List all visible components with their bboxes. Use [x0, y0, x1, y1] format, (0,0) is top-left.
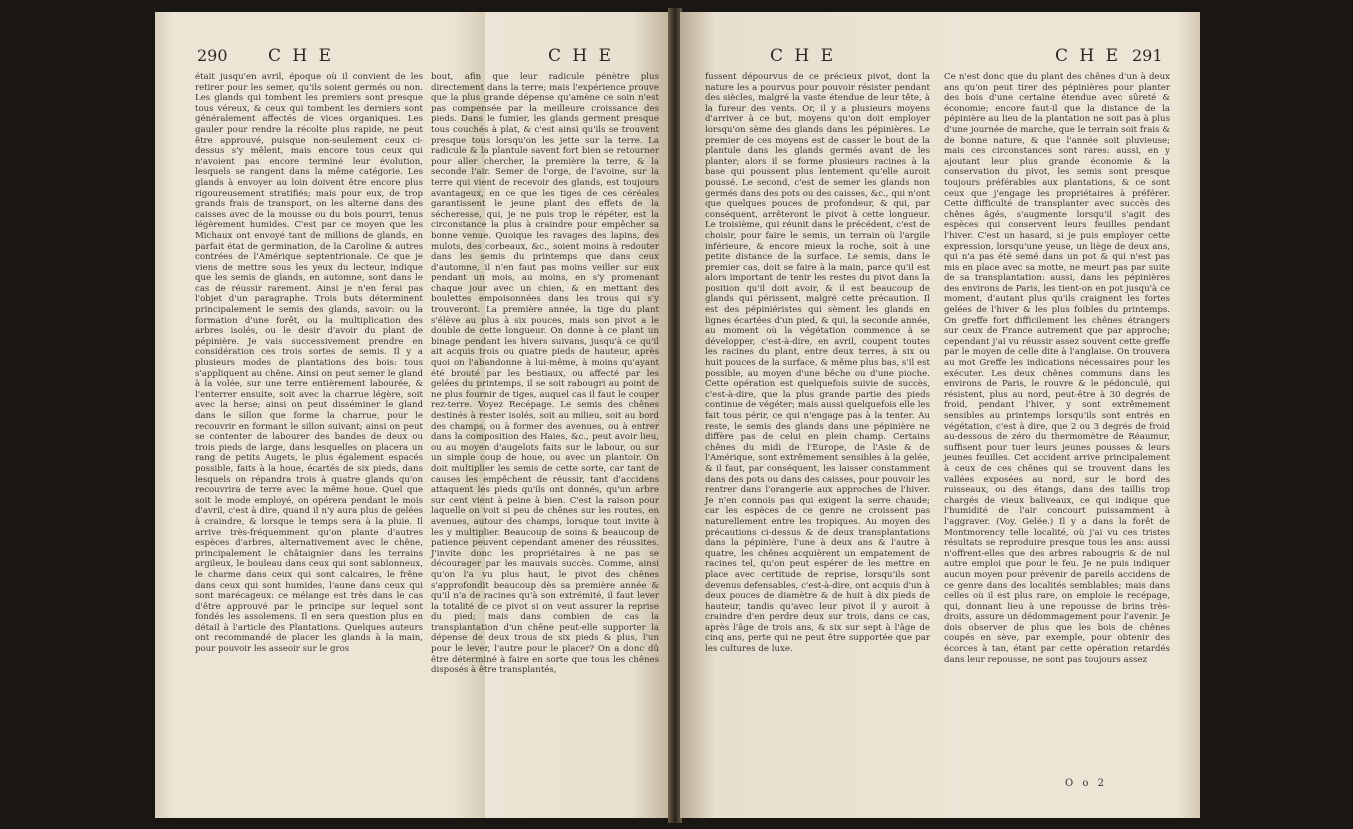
left-page-number: 290	[197, 46, 228, 65]
right-page-column-2: Ce n'est donc que du plant des chênes d'un à deux ans qu'on peut tirer des pépinières pour planter des bois d'une certaine étendue avec sûreté & économie; encore faut-il que la distance de la pépinière au lieu de la plantation ne soit pas à plus d'une journée de marche, que le terrain soit frais & de bonne nature, & que l'année soit pluvieuse; mais ces circonstances sont rares: aussi, en y ajoutant leur plus grande économie & la conservation du pivot, les semis sont presque toujours préférables aux plantations, & ce sont ceux que j'engage les propriétaires à préférer. Cette difficulté de transplanter avec succès des chênes âgés, s'augmente lorsqu'il s'agit des espèces qui conservent leurs feuilles pendant l'hiver. C'est un hasard, si je puis employer cette expression, lorsqu'une yeuse, un liège de deux ans, qui n'a pas été semé dans un pot & qui n'est pas mis en place avec sa motte, ne meurt pas par suite de sa transplantation: aussi, dans les pépinières des environs de Paris, les tient-on en pot jusqu'à ce moment, d'autant plus qu'ils craignent les fortes gelées de l'hiver & les plus foibles du printemps. On greffe fort difficilement les chênes étrangers sur ceux de France autrement que par approche; cependant j'ai vu réussir assez souvent cette greffe par le moyen de celle dite à l'anglaise. On trouvera au mot Greffe les indications nécessaires pour les exécuter. Les deux chênes communs dans les environs de Paris, le rouvre & le pédonculé, qui résistent, plus au nord, peut-être à 30 degrés de froid, pendant l'hiver, y sont extrêmement sensibles au printemps lorsqu'ils sont entrés en végétation, c'est à dire, que 2 ou 3 degrés de froid au-dessous de zéro du thermomètre de Réaumur, suffisent pour tuer leurs jeunes pousses & leurs jeunes feuilles. Cet accident arrive principalement à ceux de ces chênes qui se trouvent dans les vallées exposées au nord, sur le bord des ruisseaux, ou des étangs, dans des taillis trop chargés de vieux baliveaux, ce qui indique que l'humidité de l'air concourt puissamment à l'aggraver. (Voy. Gelée.) Il y a dans la forêt de Montmorency telle localité, où j'ai vu ces tristes résultats se reproduire presque tous les ans: aussi n'offrent-elles que des arbres rabougris & de nul autre emploi que pour le feu. Je ne puis indiquer aucun moyen pour prévenir de pareils accidens de ce genre dans des localités semblables; mais dans celles où il est plus rare, on emploie le recépage, qui, donnant lieu à une repousse de brins très-droits, assure un dédommagement pour l'avenir. Je dois observer de plus que les bois de chênes coupés en sève, par exemple, pour obtenir des écorces à tan, étant par cette opération retardés dans leur repousse, ne sont pas toujours assez	[944, 72, 1170, 665]
left-running-head-1: C H E	[268, 46, 335, 66]
right-page-number: 291	[1132, 46, 1163, 65]
signature-mark: O o 2	[1065, 778, 1107, 789]
left-page-column-2: bout, afin que leur radicule pénètre plus directement dans la terre; mais l'expérience prouve que la plus grande dépense qu'amène ce soin n'est pas compensée par la meilleure croissance des pieds. Dans le fumier, les glands germent presque tous couchés à plat, & c'est ainsi qu'ils se trouvent presque tous lorsqu'on les jette sur la terre. La radicule & la plantule savent fort bien se retourner pour aller chercher, la première la terre, & la seconde l'air. Semer de l'orge, de l'avoine, sur la terre qui vient de recevoir des glands, est toujours avantageux, en ce que les tiges de ces céréales garantissent le jeune plant des effets de la sécheresse, qui, je ne puis trop le répéter, est la circonstance la plus à craindre pour empêcher sa bonne venue. Quoique les ravages des lapins, des mulots, des corbeaux, &c., soient moins à redouter dans les semis du printemps que dans ceux d'automne, il n'en faut pas moins veiller sur eux pendant un mois, au moins, en s'y promenant chaque jour avec un chien, & en mettant des boulettes empoisonnées dans les trous qui s'y trouveront. La première année, la tige du plant s'élève au plus à six pouces, mais son pivot a le double de cette longueur. On donne à ce plant un binage pendant les hivers suivans, jusqu'à ce qu'il ait acquis trois ou quatre pieds de hauteur, après quoi on l'abandonne à lui-même, à moins qu'ayant été brouté par les bestiaux, ou affecté par les gelées du printemps, il se soit rabougri au point de ne plus fournir de tiges, auquel cas il faut le couper rez-terre. Voyez Recépage. Le semis des chênes destinés à rester isolés, soit au milieu, soit au bord des champs, ou à former des avenues, ou à entrer dans la composition des Haies, &c., peut avoir lieu, ou au moyen d'augelots faits sur le labour, ou sur un simple coup de houe, ou avec un plantoir. On doit multiplier les semis de cette sorte, car tant de causes les empêchent de réussir, tant d'accidens attaquent les pieds qu'ils ont donnés, qu'un arbre sur cent vient à peine à bien. C'est la raison pour laquelle on voit si peu de chênes sur les routes, en avenues, autour des champs, lorsque tout invite à les y multiplier. Beaucoup de soins & beaucoup de patience peuvent cependant amener des réussites. J'invite donc les propriétaires à ne pas se décourager par les mauvais succès. Comme, ainsi qu'on l'a vu plus haut, le pivot des chênes s'approfondit beaucoup dès sa première année & qu'il n'a de racines qu'à son extrémité, il faut lever la totalité de ce pivot si on veut assurer la reprise du pied; mais dans combien de cas la transplantation d'un chêne peut-elle supporter la dépense de deux trous de six pieds & plus, l'un pour le lever, l'autre pour le placer? On a donc dû être déterminé à faire en sorte que tous les chênes disposés à être transplantés,	[431, 72, 659, 676]
right-running-head-1: C H E	[770, 46, 837, 66]
right-page-column-1: fussent dépourvus de ce précieux pivot, dont la nature les a pourvus pour pouvoir résister pendant des siècles, malgré la vaste étendue de leur tête, à la fureur des vents. Or, il y a plusieurs moyens d'arriver à ce but, moyens qu'on doit employer lorsqu'on sème des glands dans les pépinières. Le premier de ces moyens est de casser le bout de la plantule dans les glands germés avant de les planter; alors il se forme plusieurs racines à la base qui poussent plus lentement qu'elle auroit poussé. Le second, c'est de semer les glands non germés dans des pots ou des caisses, &c., qui n'ont que quelques pouces de profondeur, & qui, par conséquent, arrêteront le pivot à cette longueur. Le troisième, qui réunit dans le précédent, c'est de choisir, pour faire le semis, un terrain où l'argile inférieure, & encore mieux la roche, soit à une petite distance de la surface. Le semis, dans le premier cas, doit se faire à la main, parce qu'il est alors important de tenir les restes du pivot dans la position qu'il doit avoir, & il est beaucoup de glands qui périssent, malgré cette précaution. Il est des pépiniéristes qui sèment les glands en lignes écartées d'un pied, & qui, la seconde année, au moment où la végétation commence à se développer, c'est-à-dire, en avril, coupent toutes les racines du plant, entre deux terres, à six ou huit pouces de la surface, & même plus bas, s'il est possible, au moyen d'une bêche ou d'une pioche. Cette opération est quelquefois suivie de succès, c'est-à-dire, que la plus grande partie des pieds continue de végéter; mais aussi quelquefois elle les fait tous périr, ce qui n'engage pas à la tenter. Au reste, le semis des glands dans une pépinière ne diffère pas de celui en plein champ. Certains chênes du midi de l'Europe, de l'Asie & de l'Amérique, sont extrêmement sensibles à la gelée, & il faut, par conséquent, les laisser constamment dans des pots ou dans des caisses, pour pouvoir les rentrer dans l'orangerie aux approches de l'hiver. Je n'en connois pas qui exigent la serre chaude; car les espèces de ce genre ne croissent pas naturellement entre les tropiques. Au moyen des précautions ci-dessus & de deux transplantations dans la pépinière, l'une à deux ans & l'autre à quatre, les chênes acquièrent un empatement de racines tel, qu'on peut espérer de les mettre en place avec certitude de reprise, lorsqu'ils sont devenus defensables, c'est-à-dire, ont acquis d'un à deux pouces de diamètre & de huit à dix pieds de hauteur, tandis qu'avec leur pivot il y auroit à craindre d'en perdre deux sur trois, dans ce cas, après l'âge de trois ans, & six sur sept à l'âge de cinq ans, perte qui ne peut être supportée que par les cultures de luxe.	[705, 72, 930, 655]
left-page-column-1: était jusqu'en avril, époque où il convient de les retirer pour les semer, qu'ils soient germés ou non. Les glands qui tombent les premiers sont presque tous véreux, & ceux qui tombent les derniers sont généralement affectés de vices organiques. Les gauler pour rendre la récolte plus rapide, ne peut être approuvé, puisque non-seulement ceux ci-dessus s'y mêlent, mais encore tous ceux qui n'avoient pas encore terminé leur évolution, lesquels se rangent dans la même catégorie. Les glands à envoyer au loin doivent être encore plus rigoureusement stratifiés; mais pour eux, de trop grands frais de transport, on les alterne dans des caisses avec de la mousse ou du bois pourri, tenus légèrement humides. C'est par ce moyen que les Michaux ont envoyé tant de millions de glands, en parfait état de germination, de la Caroline & autres contrées de l'Amérique septentrionale. Ce que je viens de mettre sous les yeux du lecteur, indique que les semis de glands, en automne, sont dans le cas de réussir rarement. Ainsi je n'en ferai pas l'objet d'un paragraphe. Trois buts déterminent principalement le semis des glands, savoir: ou la formation d'une forêt, ou la multiplication des arbres isolés, ou le desir d'avoir du plant de pépinière. Je vais successivement prendre en considération ces trois sortes de semis. Il y a plusieurs modes de plantations des bois: tous s'appliquent au chêne. Ainsi on peut semer le gland à la volée, sur une terre entièrement labourée, & l'enterrer ensuite, soit avec la charrue légère, soit avec la herse; ainsi on peut disséminer le gland dans le sillon que forme la charrue, pour le recouvrir en formant le sillon suivant; ainsi on peut se contenter de labourer des bandes de deux ou trois pieds de large, dans lesquelles on placera un rang de petits Augets, le plus également espacés possible, faits à la houe, écartés de six pieds, dans lesquels on répandra trois à quatre glands qu'on recouvrira de terre avec la même houe. Quel que soit le mode employé, on opérera pendant le mois d'avril, c'est à dire, quand il n'y aura plus de gelées à craindre, & lorsque le temps sera à la pluie. Il arrive très-fréquemment qu'on plante d'autres espèces d'arbres, alternativement avec le chêne, principalement le châtaignier dans les terrains argileux, le bouleau dans ceux qui sont sablonneux, le charme dans ceux qui sont calcaires, le frêne dans ceux qui sont humides, l'aune dans ceux qui sont marécageux: ce mélange est très dans le cas d'être approuvé par le principe sur lequel sont fondés les assolemens. Il en sera question plus en détail à l'article des Plantations. Quelques auteurs ont recommandé de placer les glands à la main, pour pouvoir les asseoir sur le gros	[195, 72, 423, 655]
right-running-head-2: C H E	[1055, 46, 1122, 66]
left-running-head-2: C H E	[548, 46, 615, 66]
